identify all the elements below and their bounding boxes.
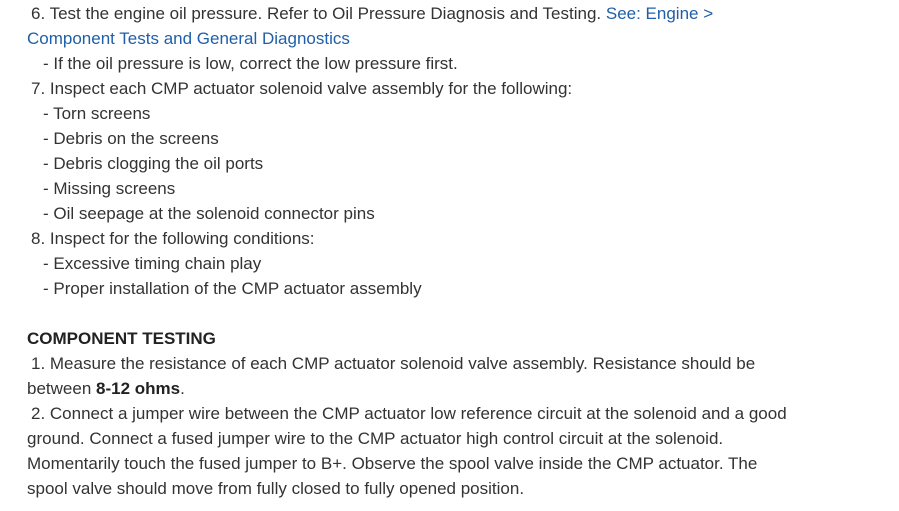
- see-engine-link-part2[interactable]: Component Tests and General Diagnostics: [27, 29, 350, 48]
- ct-step-1-line-2: [27, 376, 827, 401]
- step-7-sub-3: - Debris clogging the oil ports: [43, 154, 264, 173]
- ct-step-1-line-1: 1. Measure the resistance of each CMP actuator solenoid valve assembly. Resistance should be: [31, 354, 756, 373]
- step-6-text: 6. Test the engine oil pressure. Refer to Oil Pressure Diagnosis and Testing.: [31, 4, 606, 23]
- step-7: 7. Inspect each CMP actuator solenoid valve assembly for the following:: [31, 79, 573, 98]
- ct-step-2-line-1: 2. Connect a jumper wire between the CMP actuator low reference circuit at the solenoid and a good: [31, 404, 787, 423]
- ct-step-2-line-2: ground. Connect a fused jumper wire to the CMP actuator high control circuit at the solenoid.: [27, 429, 724, 448]
- step-6-sub: - If the oil pressure is low, correct the low pressure first.: [43, 54, 458, 73]
- ct-step-1-prefix: between: [27, 379, 96, 398]
- step-7-sub-2: - Debris on the screens: [43, 129, 219, 148]
- component-testing-heading: COMPONENT TESTING: [27, 329, 216, 348]
- step-6: [27, 1, 827, 26]
- step-7-sub-5: - Oil seepage at the solenoid connector pins: [43, 204, 375, 223]
- step-6-link-line: [27, 26, 827, 51]
- step-8-sub-2: - Proper installation of the CMP actuator assembly: [43, 279, 422, 298]
- see-engine-link-part1[interactable]: See: Engine >: [605, 4, 714, 23]
- section-gap: [27, 301, 827, 326]
- resistance-value: 8-12 ohms: [96, 379, 181, 398]
- ct-step-2-line-4: spool valve should move from fully closed to fully opened position.: [27, 479, 525, 498]
- step-8: 8. Inspect for the following conditions:: [31, 229, 315, 248]
- step-8-sub-1: - Excessive timing chain play: [43, 254, 262, 273]
- step-7-sub-4: - Missing screens: [43, 179, 176, 198]
- step-7-sub-1: - Torn screens: [43, 104, 151, 123]
- ct-step-2-line-3: Momentarily touch the fused jumper to B+. Observe the spool valve inside the CMP actuator. The: [27, 454, 758, 473]
- ct-step-1-suffix: .: [180, 379, 185, 398]
